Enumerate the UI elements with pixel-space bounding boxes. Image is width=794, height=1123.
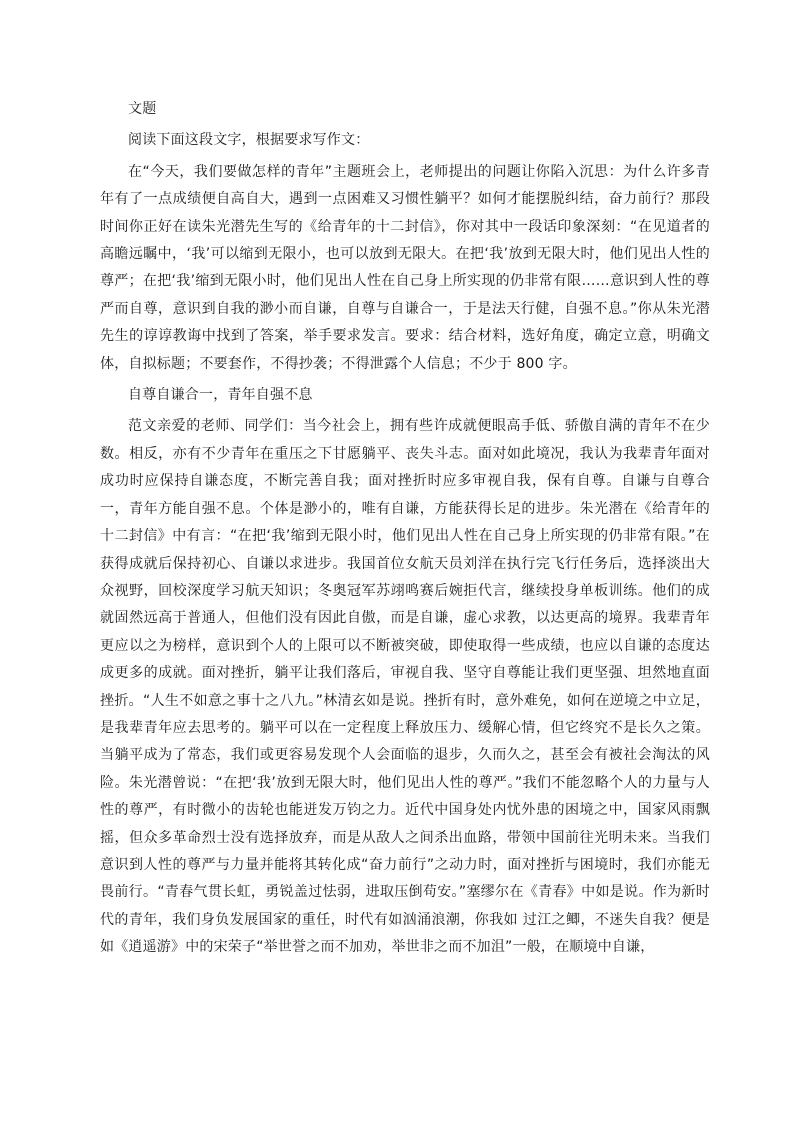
essay-title: 自尊自谦合一，青年自强不息 [128, 387, 313, 404]
section-label: 文题 [128, 101, 157, 117]
writing-prompt: 在“今天，我们要做怎样的青年”主题班会上，老师提出的问题让你陷入沉思：为什么许多青年有了一点成绩便自高自大，遇到一点困难又习惯性躺平？如何才能摆脱纠结，奋力前行？那段时间你正好在读朱光潜先生写的《给青年的十二封信》，你对其中一段话印象深刻：“在见道者的高瞻远瞩中，‘我’可以缩到无限小，也可以放到无限大。在把‘我’放到无限大时，他们见出人性的尊严；在把‘我’缩到无限小时，他们见出人性在自己身上所实现的仍非常有限……意识到人性的尊严而自尊，意识到自我的渺小而自谦，自尊与自谦合一，于是法天行健，自强不息。”你从朱光潜先生的谆谆教诲中找到了答案，举手要求发言。要求：结合材料，选好角度，确定立意，明确文体，自拟标题；不要套作，不得抄袭；不得泄露个人信息；不少于 800 字。 [100, 163, 710, 372]
essay-body: 范文亲爱的老师、同学们：当今社会上，拥有些许成就便眼高手低、骄傲自满的青年不在少数。相反，亦有不少青年在重压之下甘愿躺平、丧失斗志。面对如此境况，我认为我辈青年面对成功时应保持自谦态度，不断完善自我；面对挫折时应多审视自我，保有自尊。自谦与自尊合一，青年方能自强不息。个体是渺小的，唯有自谦，方能获得长足的进步。朱光潜在《给青年的十二封信》中有言：“在把‘我’缩到无限小时，他们见出人性在自己身上所实现的仍非常有限。”在获得成就后保持初心、自谦以求进步。我国首位女航天员刘洋在执行完飞行任务后，选择淡出大众视野，回校深度学习航天知识；冬奥冠军苏翊鸣赛后婉拒代言，继续投身单板训练。他们的成就固然远高于普通人，但他们没有因此自傲，而是自谦，虚心求教，以达更高的境界。我辈青年更应以之为榜样，意识到个人的上限可以不断被突破，即使取得一些成绩，也应以自谦的态度达成更多的成就。面对挫折，躺平让我们落后，审视自我、坚守自尊能让我们更坚强、坦然地直面挫折。“人生不如意之事十之八九。”林清玄如是说。挫折有时，意外难免，如何在逆境之中立足，是我辈青年应去思考的。躺平可以在一定程度上释放压力、缓解心情，但它终究不是长久之策。当躺平成为了常态，我们或更容易发现个人会面临的退步，久而久之，甚至会有被社会淘汰的风险。朱光潜曾说：“在把‘我’放到无限大时，他们见出人性的尊严。”我们不能忽略个人的力量与人性的尊严，有时微小的齿轮也能迸发万钧之力。近代中国身处内忧外患的困境之中，国家风雨飘摇，但众多革命烈士没有选择放弃，而是从敌人之间杀出血路，带领中国前往光明未来。当我们意识到人性的尊严与力量并能将其转化成“奋力前行”之动力时，面对挫折与困境时，我们亦能无畏前行。“青春气贯长虹，勇锐盖过怯弱，进取压倒苟安。”塞缪尔在《青春》中如是说。作为新时代的青年，我们身负发展国家的重任，时代有如汹涌浪潮，你我如 过江之鲫，不迷失自我？便是如《逍遥游》中的宋荣子“举世誉之而不加劝，举世非之而不加沮”一般，在顺境中自谦， [100, 418, 710, 956]
document-content [100, 96, 710, 962]
instruction-text: 阅读下面这段文字，根据要求写作文： [128, 132, 370, 149]
